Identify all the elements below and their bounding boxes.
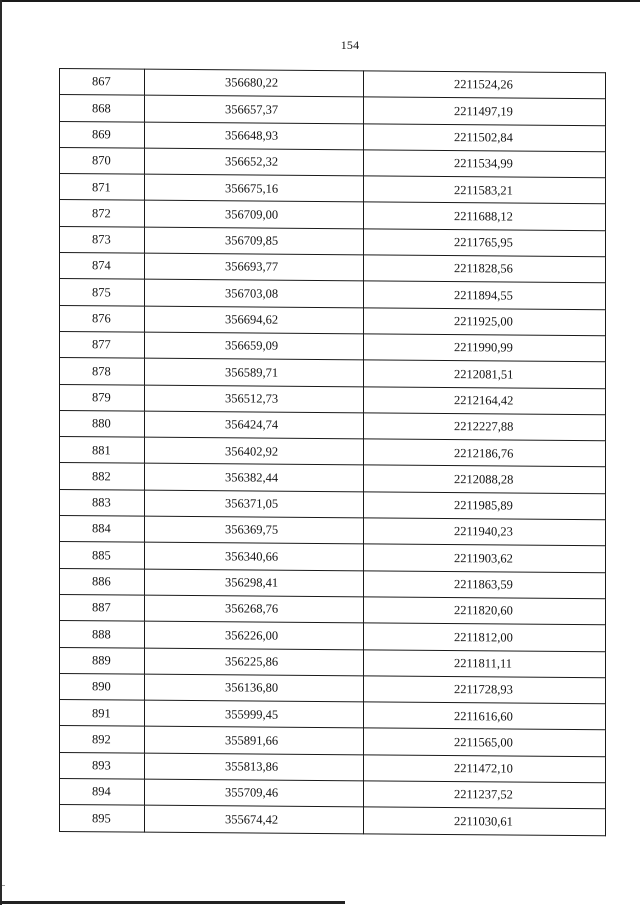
scan-edge-left bbox=[0, 0, 2, 905]
point-number-cell: 872 bbox=[60, 200, 145, 227]
x-coordinate-cell: 356369,75 bbox=[145, 516, 364, 544]
point-number-cell: 885 bbox=[60, 542, 145, 569]
y-coordinate-cell: 2212186,76 bbox=[364, 439, 606, 467]
y-coordinate-cell: 2211616,60 bbox=[364, 702, 606, 730]
point-number-cell: 889 bbox=[60, 647, 145, 674]
scan-edge-bottom bbox=[0, 901, 345, 904]
y-coordinate-cell: 2212088,28 bbox=[364, 465, 606, 493]
x-coordinate-cell: 356268,76 bbox=[145, 595, 364, 623]
x-coordinate-cell: 356424,74 bbox=[145, 411, 364, 439]
x-coordinate-cell: 356226,00 bbox=[145, 621, 364, 649]
x-coordinate-cell: 355709,46 bbox=[145, 779, 364, 807]
x-coordinate-cell: 355813,86 bbox=[145, 753, 364, 781]
x-coordinate-cell: 356703,08 bbox=[145, 280, 364, 308]
y-coordinate-cell: 2211728,93 bbox=[364, 676, 606, 704]
y-coordinate-cell: 2211925,00 bbox=[364, 308, 606, 336]
x-coordinate-cell: 356648,93 bbox=[145, 122, 364, 150]
y-coordinate-cell: 2211903,62 bbox=[364, 544, 606, 572]
y-coordinate-cell: 2211534,99 bbox=[364, 150, 606, 178]
point-number-cell: 894 bbox=[60, 779, 145, 806]
point-number-cell: 875 bbox=[60, 279, 145, 306]
y-coordinate-cell: 2211497,19 bbox=[364, 97, 606, 125]
point-number-cell: 870 bbox=[60, 147, 145, 174]
coordinates-table-container bbox=[59, 68, 609, 837]
point-number-cell: 883 bbox=[60, 489, 145, 516]
y-coordinate-cell: 2211030,61 bbox=[364, 807, 606, 835]
x-coordinate-cell: 355891,66 bbox=[145, 727, 364, 755]
x-coordinate-cell: 356402,92 bbox=[145, 437, 364, 465]
point-number-cell: 879 bbox=[60, 384, 145, 411]
x-coordinate-cell: 356652,32 bbox=[145, 148, 364, 176]
point-number-cell: 890 bbox=[60, 673, 145, 700]
y-coordinate-cell: 2211828,56 bbox=[364, 255, 606, 283]
point-number-cell: 873 bbox=[60, 226, 145, 253]
point-number-cell: 887 bbox=[60, 594, 145, 621]
coordinates-table bbox=[59, 68, 606, 836]
x-coordinate-cell: 356225,86 bbox=[145, 648, 364, 676]
x-coordinate-cell: 356512,73 bbox=[145, 385, 364, 413]
page-number: 154 bbox=[340, 38, 360, 52]
y-coordinate-cell: 2211565,00 bbox=[364, 728, 606, 756]
x-coordinate-cell: 356694,62 bbox=[145, 306, 364, 334]
y-coordinate-cell: 2211812,00 bbox=[364, 623, 606, 651]
point-number-cell: 888 bbox=[60, 621, 145, 648]
point-number-cell: 892 bbox=[60, 726, 145, 753]
y-coordinate-cell: 2212164,42 bbox=[364, 386, 606, 414]
point-number-cell: 893 bbox=[60, 752, 145, 779]
x-coordinate-cell: 356657,37 bbox=[145, 95, 364, 123]
y-coordinate-cell: 2211765,95 bbox=[364, 229, 606, 257]
point-number-cell: 891 bbox=[60, 700, 145, 727]
point-number-cell: 884 bbox=[60, 516, 145, 543]
y-coordinate-cell: 2211940,23 bbox=[364, 518, 606, 546]
y-coordinate-cell: 2212227,88 bbox=[364, 413, 606, 441]
y-coordinate-cell: 2211524,26 bbox=[364, 71, 606, 99]
y-coordinate-cell: 2211985,89 bbox=[364, 492, 606, 520]
coordinates-table-body bbox=[60, 69, 606, 836]
y-coordinate-cell: 2211237,52 bbox=[364, 781, 606, 809]
point-number-cell: 874 bbox=[60, 253, 145, 280]
x-coordinate-cell: 355674,42 bbox=[145, 805, 364, 833]
point-number-cell: 869 bbox=[60, 121, 145, 148]
x-coordinate-cell: 355999,45 bbox=[145, 700, 364, 728]
point-number-cell: 882 bbox=[60, 463, 145, 490]
point-number-cell: 876 bbox=[60, 305, 145, 332]
point-number-cell: 871 bbox=[60, 174, 145, 201]
x-coordinate-cell: 356709,00 bbox=[145, 201, 364, 229]
y-coordinate-cell: 2211583,21 bbox=[364, 176, 606, 204]
point-number-cell: 881 bbox=[60, 437, 145, 464]
scan-mark bbox=[2, 885, 5, 886]
point-number-cell: 867 bbox=[60, 69, 145, 96]
x-coordinate-cell: 356675,16 bbox=[145, 174, 364, 202]
x-coordinate-cell: 356589,71 bbox=[145, 358, 364, 386]
y-coordinate-cell: 2211472,10 bbox=[364, 755, 606, 783]
point-number-cell: 868 bbox=[60, 95, 145, 122]
x-coordinate-cell: 356371,05 bbox=[145, 490, 364, 518]
table-row bbox=[60, 805, 606, 836]
y-coordinate-cell: 2211502,84 bbox=[364, 123, 606, 151]
x-coordinate-cell: 356382,44 bbox=[145, 464, 364, 492]
y-coordinate-cell: 2211990,99 bbox=[364, 334, 606, 362]
point-number-cell: 880 bbox=[60, 410, 145, 437]
x-coordinate-cell: 356709,85 bbox=[145, 227, 364, 255]
y-coordinate-cell: 2212081,51 bbox=[364, 360, 606, 388]
point-number-cell: 878 bbox=[60, 358, 145, 385]
y-coordinate-cell: 2211811,11 bbox=[364, 649, 606, 677]
point-number-cell: 877 bbox=[60, 331, 145, 358]
y-coordinate-cell: 2211688,12 bbox=[364, 202, 606, 230]
x-coordinate-cell: 356340,66 bbox=[145, 543, 364, 571]
scan-edge-top bbox=[0, 0, 640, 2]
x-coordinate-cell: 356680,22 bbox=[145, 69, 364, 97]
x-coordinate-cell: 356136,80 bbox=[145, 674, 364, 702]
y-coordinate-cell: 2211820,60 bbox=[364, 597, 606, 625]
x-coordinate-cell: 356659,09 bbox=[145, 332, 364, 360]
point-number-cell: 895 bbox=[60, 805, 145, 832]
x-coordinate-cell: 356693,77 bbox=[145, 253, 364, 281]
y-coordinate-cell: 2211894,55 bbox=[364, 281, 606, 309]
x-coordinate-cell: 356298,41 bbox=[145, 569, 364, 597]
point-number-cell: 886 bbox=[60, 568, 145, 595]
y-coordinate-cell: 2211863,59 bbox=[364, 571, 606, 599]
